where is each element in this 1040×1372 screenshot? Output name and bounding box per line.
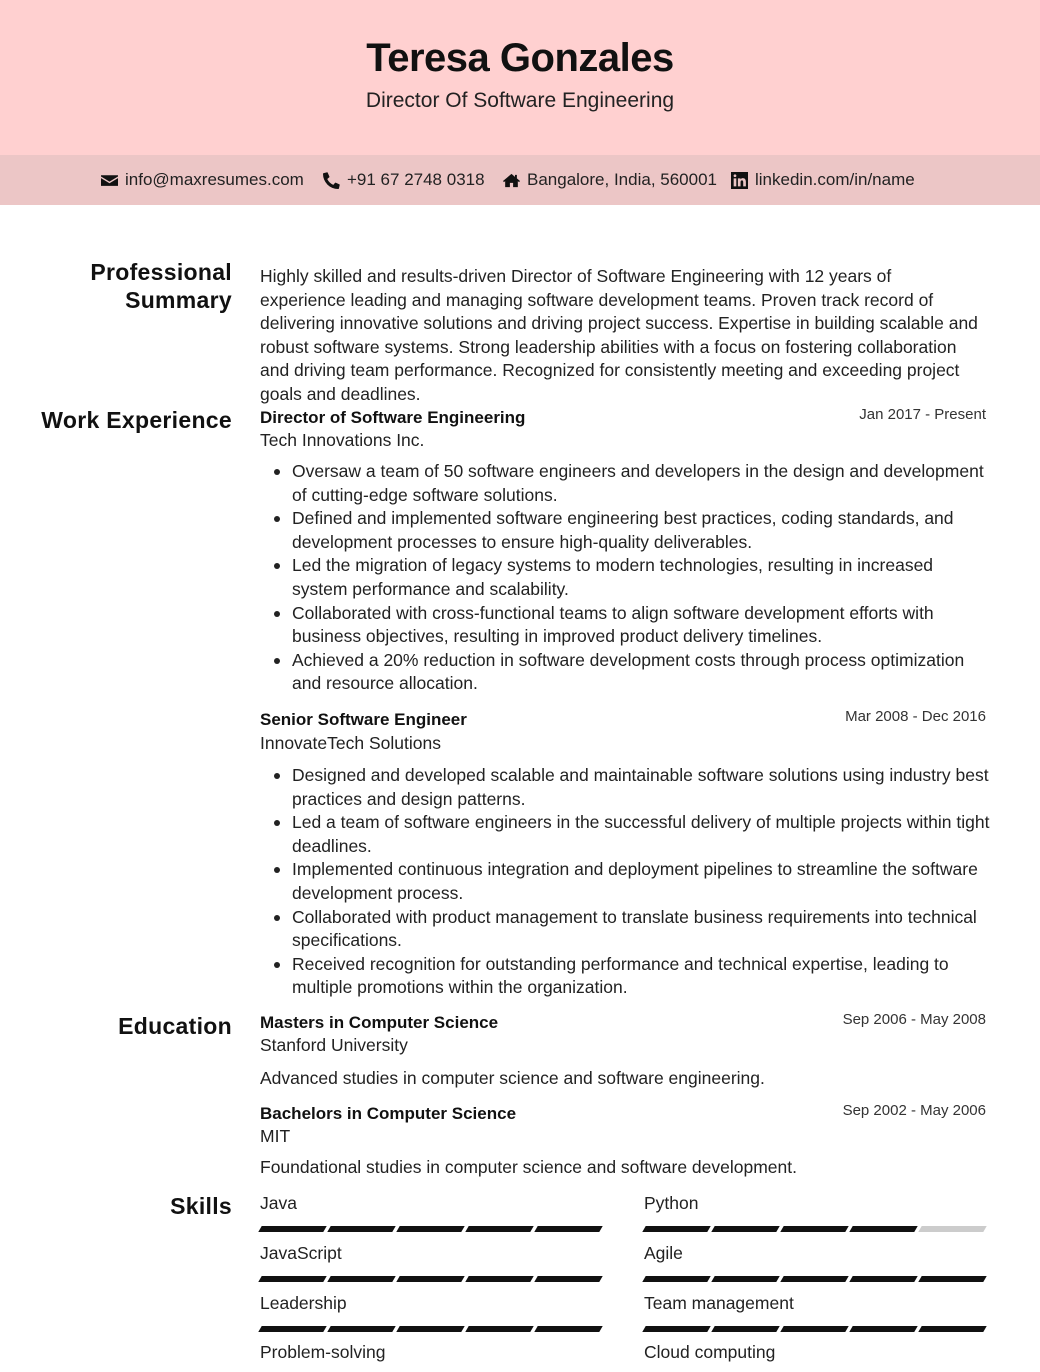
- skill-level-segment-filled: [534, 1226, 602, 1232]
- contact-linkedin[interactable]: [731, 170, 915, 190]
- skill-level-segment-filled: [465, 1226, 533, 1232]
- skill-level-bar: [644, 1226, 987, 1232]
- skill-level-segment-filled: [849, 1226, 917, 1232]
- candidate-title: Director Of Software Engineering: [365, 89, 675, 112]
- skill-name: Python: [644, 1193, 699, 1213]
- section-title-skills: Skills: [170, 1193, 232, 1219]
- home-icon: [503, 172, 520, 189]
- skill-name: Java: [260, 1193, 297, 1213]
- linkedin-icon: [731, 172, 748, 189]
- school-name: Stanford University: [260, 1035, 408, 1055]
- skill-item: [644, 1342, 987, 1372]
- skill-level-segment-filled: [327, 1226, 395, 1232]
- skill-level-segment-filled: [396, 1226, 464, 1232]
- skill-level-segment-filled: [711, 1276, 779, 1282]
- skill-name: Cloud computing: [644, 1342, 776, 1362]
- education-dates: Sep 2006 - May 2008: [842, 1011, 986, 1028]
- skill-level-segment-filled: [711, 1226, 779, 1232]
- skill-level-segment-filled: [642, 1276, 710, 1282]
- job-company: Tech Innovations Inc.: [260, 430, 425, 450]
- education-description: Advanced studies in computer science and software engineering.: [260, 1068, 765, 1088]
- education-dates: Sep 2002 - May 2006: [842, 1102, 986, 1119]
- skill-name: Problem-solving: [260, 1342, 386, 1362]
- skill-level-segment-filled: [465, 1326, 533, 1332]
- contact-email-text: info@maxresumes.com: [125, 170, 304, 189]
- skill-level-segment-filled: [396, 1276, 464, 1282]
- job-bullet: Implemented continuous integration and deployment pipelines to streamline the software development process.: [260, 858, 990, 905]
- candidate-name: Teresa Gonzales: [366, 36, 674, 80]
- skill-name: Team management: [644, 1293, 794, 1313]
- skill-level-bar: [644, 1276, 987, 1282]
- job-bullet: Collaborated with product management to translate business requirements into technical specifications.: [260, 906, 990, 953]
- section-title-education: Education: [118, 1013, 232, 1039]
- contact-email[interactable]: [101, 170, 304, 190]
- job-bullet: Designed and developed scalable and maintainable software solutions using industry best practices and design patterns.: [260, 764, 990, 811]
- skill-level-segment-filled: [534, 1326, 602, 1332]
- skill-level-segment-filled: [465, 1276, 533, 1282]
- contact-linkedin-text: linkedin.com/in/name: [755, 170, 915, 189]
- contact-address: [503, 170, 717, 190]
- skill-level-segment-empty: [918, 1226, 986, 1232]
- skill-level-bar: [260, 1326, 603, 1332]
- job-bullet: Led the migration of legacy systems to modern technologies, resulting in increased system performance and scalability.: [260, 554, 990, 601]
- section-title-experience: Work Experience: [41, 407, 232, 433]
- section-title-summary: Professional Summary: [90, 259, 232, 313]
- skill-name: Agile: [644, 1243, 683, 1263]
- skill-level-segment-filled: [780, 1226, 848, 1232]
- degree-title: Bachelors in Computer Science: [260, 1104, 517, 1123]
- job-dates: Jan 2017 - Present: [859, 406, 986, 423]
- skill-level-segment-filled: [327, 1326, 395, 1332]
- job-dates: Mar 2008 - Dec 2016: [845, 708, 986, 725]
- skill-level-segment-filled: [642, 1226, 710, 1232]
- skill-level-segment-filled: [258, 1276, 326, 1282]
- contact-bar: [0, 155, 1040, 205]
- job-company: InnovateTech Solutions: [260, 733, 441, 753]
- skill-level-segment-filled: [918, 1326, 986, 1332]
- phone-icon: [323, 172, 340, 189]
- skill-level-segment-filled: [534, 1276, 602, 1282]
- school-name: MIT: [260, 1126, 291, 1146]
- skill-level-segment-filled: [918, 1276, 986, 1282]
- skill-item: [260, 1243, 603, 1282]
- contact-address-text: Bangalore, India, 560001: [527, 170, 717, 189]
- job-bullet: Defined and implemented software engineering best practices, coding standards, and development processes to ensure high-quality deliverables.: [260, 507, 990, 554]
- skill-level-segment-filled: [327, 1276, 395, 1282]
- skill-level-segment-filled: [780, 1326, 848, 1332]
- education-description: Foundational studies in computer science and software development.: [260, 1157, 797, 1177]
- skill-item: [644, 1293, 987, 1332]
- skill-item: [260, 1342, 603, 1372]
- skill-level-segment-filled: [642, 1326, 710, 1332]
- job-title: Director of Software Engineering: [260, 408, 526, 427]
- skill-item: [260, 1193, 603, 1232]
- job-bullets: [260, 764, 990, 1000]
- skill-item: [644, 1193, 987, 1232]
- job-bullet: Led a team of software engineers in the successful delivery of multiple projects within tight deadlines.: [260, 811, 990, 858]
- job-title: Senior Software Engineer: [260, 710, 467, 729]
- job-bullet: Oversaw a team of 50 software engineers and developers in the design and development of cutting-edge software solutions.: [260, 460, 990, 507]
- job-bullet: Received recognition for outstanding performance and technical expertise, leading to multiple promotions within the organization.: [260, 953, 990, 1000]
- skill-level-bar: [260, 1276, 603, 1282]
- summary-text: Highly skilled and results-driven Director of Software Engineering with 12 years of experience leading and managing software development teams. Proven track record of delivering innovative solutions and driving project success. Expertise in building scalable and robust software systems. Strong leadership abilities with a focus on fostering collaboration and driving team performance. Recognized for consistently meeting and exceeding project goals and deadlines.: [260, 266, 978, 404]
- skill-level-segment-filled: [711, 1326, 779, 1332]
- degree-title: Masters in Computer Science: [260, 1013, 499, 1032]
- skill-name: JavaScript: [260, 1243, 342, 1263]
- job-bullets: [260, 460, 990, 696]
- skill-level-segment-filled: [849, 1326, 917, 1332]
- skill-level-bar: [644, 1326, 987, 1332]
- envelope-icon: [101, 172, 118, 189]
- job-bullet: Collaborated with cross-functional teams to align software development efforts with business objectives, resulting in improved product delivery timelines.: [260, 602, 990, 649]
- skill-item: [260, 1293, 603, 1332]
- job-bullet: Achieved a 20% reduction in software development costs through process optimization and resource allocation.: [260, 649, 990, 696]
- contact-phone[interactable]: [323, 170, 485, 190]
- skill-level-segment-filled: [849, 1276, 917, 1282]
- skill-level-segment-filled: [258, 1226, 326, 1232]
- skill-level-segment-filled: [780, 1276, 848, 1282]
- contact-phone-text: +91 67 2748 0318: [347, 170, 485, 189]
- skill-level-segment-filled: [396, 1326, 464, 1332]
- resume-header: [0, 0, 1040, 155]
- skill-level-bar: [260, 1226, 603, 1232]
- skill-item: [644, 1243, 987, 1282]
- skill-name: Leadership: [260, 1293, 347, 1313]
- skill-level-segment-filled: [258, 1326, 326, 1332]
